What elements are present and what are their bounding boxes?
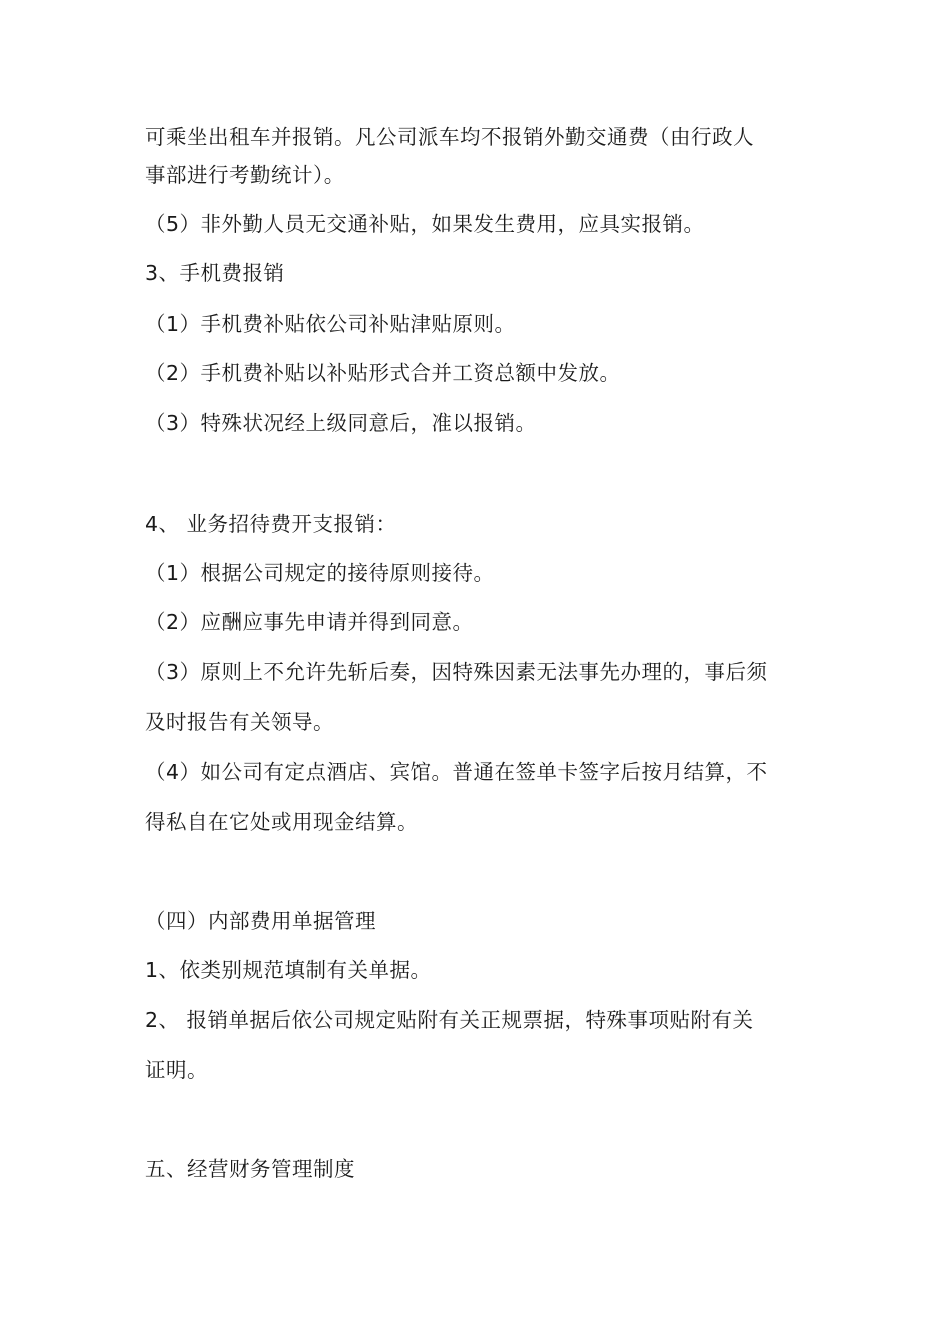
section-heading: 3、手机费报销 <box>145 261 285 285</box>
section-heading: 4、 业务招待费开支报销： <box>145 512 397 536</box>
text-line: （1）手机费补贴依公司补贴津贴原则。 <box>145 312 516 336</box>
text-line: （3）原则上不允许先斩后奏，因特殊因素无法事先办理的，事后须 <box>145 660 768 684</box>
text-line: 可乘坐出租车并报销。凡公司派车均不报销外勤交通费（由行政人 <box>145 125 754 149</box>
text-line: （5）非外勤人员无交通补贴，如果发生费用，应具实报销。 <box>145 212 705 236</box>
text-line: 事部进行考勤统计）。 <box>145 163 345 187</box>
text-line: （2）应酬应事先申请并得到同意。 <box>145 610 474 634</box>
section-heading: （四）内部费用单据管理 <box>145 909 376 933</box>
chapter-heading: 五、经营财务管理制度 <box>145 1157 355 1181</box>
text-line: （2）手机费补贴以补贴形式合并工资总额中发放。 <box>145 361 621 385</box>
text-line: （3）特殊状况经上级同意后，准以报销。 <box>145 411 537 435</box>
text-line: 及时报告有关领导。 <box>145 710 334 734</box>
text-line: （4）如公司有定点酒店、宾馆。普通在签单卡签字后按月结算，不 <box>145 760 768 784</box>
text-line: 证明。 <box>145 1058 208 1082</box>
text-line: 得私自在它处或用现金结算。 <box>145 810 418 834</box>
text-line: 1、依类别规范填制有关单据。 <box>145 958 432 982</box>
text-line: （1）根据公司规定的接待原则接待。 <box>145 561 495 585</box>
text-line: 2、 报销单据后依公司规定贴附有关正规票据，特殊事项贴附有关 <box>145 1008 754 1032</box>
